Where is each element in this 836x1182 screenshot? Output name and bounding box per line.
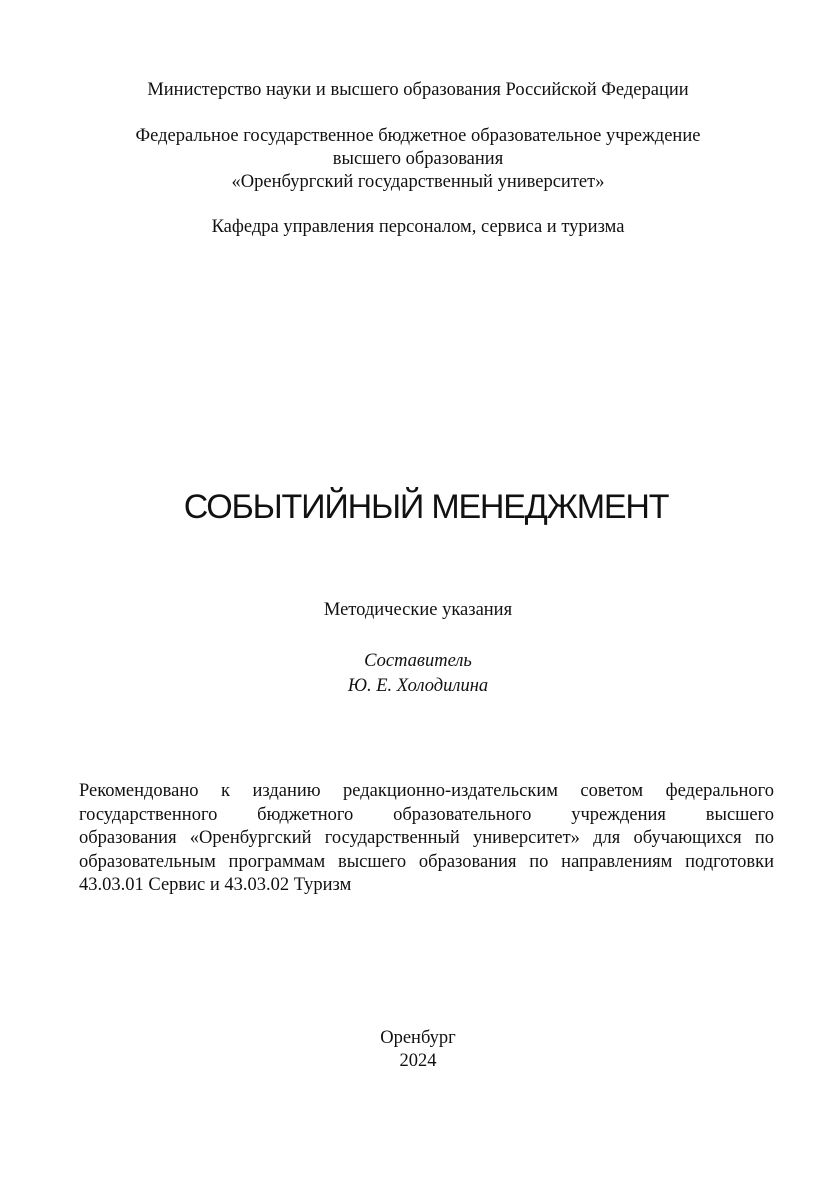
department-line: Кафедра управления персоналом, сервиса и туризма <box>211 217 625 237</box>
recommendation-line-5: 43.03.01 Сервис и 43.03.02 Туризм <box>79 875 352 895</box>
compiler-label: Составитель <box>364 651 472 671</box>
document-title: СОБЫТИЙНЫЙ МЕНЕДЖМЕНТ <box>183 488 669 526</box>
footer-year: 2024 <box>399 1051 437 1071</box>
recommendation-line-1: Рекомендовано к изданию редакционно-издательским советом федерального <box>79 781 774 801</box>
recommendation-paragraph <box>79 780 774 898</box>
institution-line-1: Федеральное государственное бюджетное образовательное учреждение <box>135 126 701 146</box>
recommendation-line-3: образования «Оренбургский государственный университет» для обучающихся по <box>79 828 774 848</box>
compiler-name: Ю. Е. Холодилина <box>347 676 489 696</box>
document-subtitle: Методические указания <box>323 600 513 620</box>
institution-line-3: «Оренбургский государственный университет» <box>231 172 605 192</box>
ministry-line: Министерство науки и высшего образования Российской Федерации <box>147 80 689 100</box>
footer-city: Оренбург <box>380 1028 456 1048</box>
institution-line-2: высшего образования <box>332 149 504 169</box>
recommendation-line-2: государственного бюджетного образовательного учреждения высшего <box>79 804 774 825</box>
recommendation-line-4: образовательным программам высшего образования по направлениям подготовки <box>79 851 774 872</box>
